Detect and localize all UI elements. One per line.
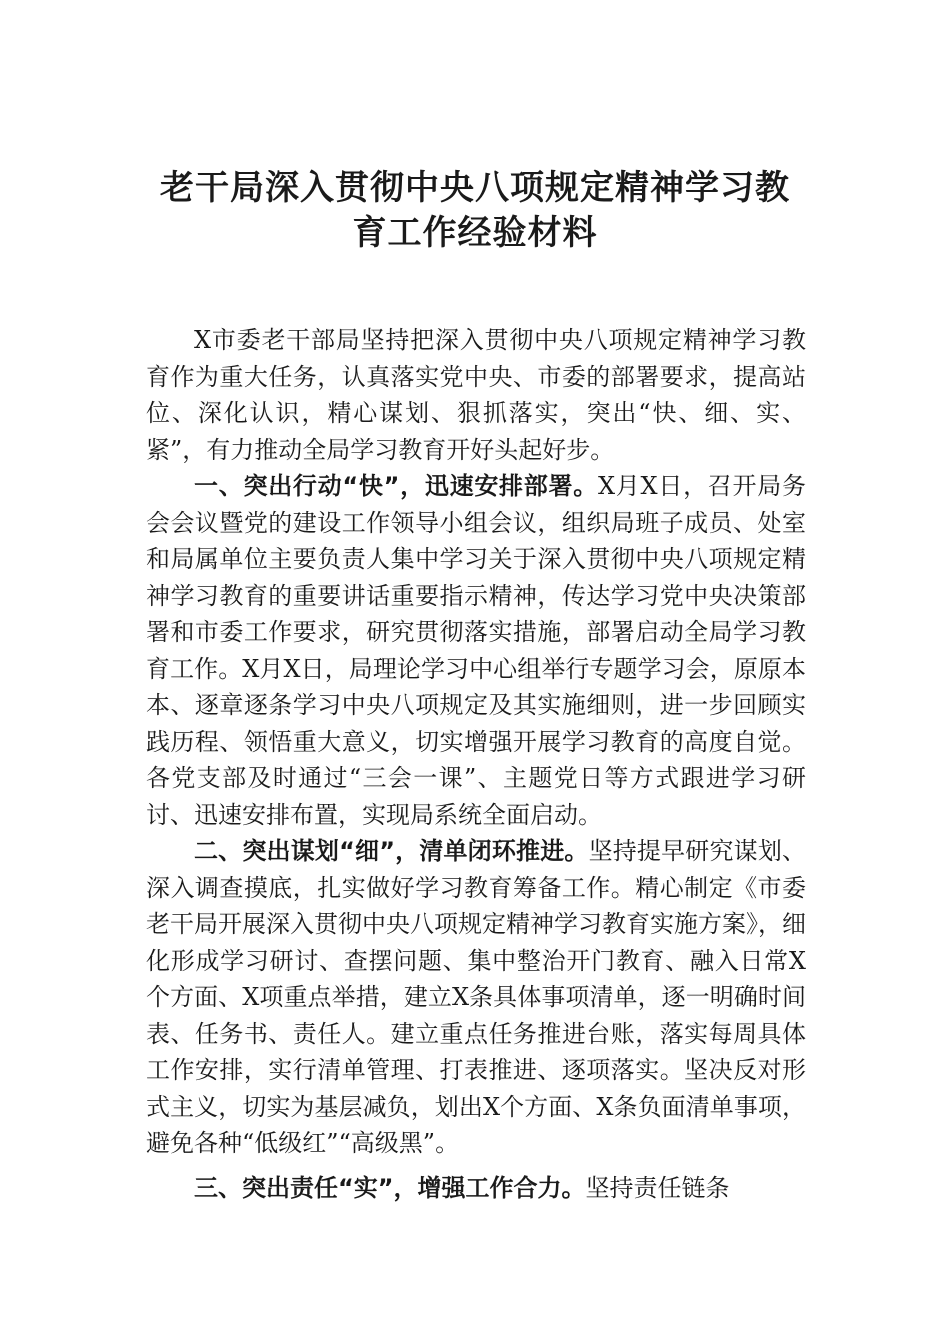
document-body [146, 322, 806, 1206]
section-3-text: 坚持责任链条 [585, 1173, 730, 1202]
section-2-paragraph [146, 833, 806, 1162]
intro-paragraph: X市委老干部局坚持把深入贯彻中央八项规定精神学习教育作为重大任务，认真落实党中央、市委的部署要求，提高站位、深化认识，精心谋划、狠抓落实，突出“快、细、实、紧”，有力推动全局学习教育开好头起好步。 [146, 326, 806, 464]
section-1-heading: 一、突出行动“快”，迅速安排部署。 [194, 472, 598, 500]
document-title-line-1: 老干局深入贯彻中央八项规定精神学习教 [160, 168, 790, 208]
section-1-text: X月X日，召开局务会会议暨党的建设工作领导小组会议，组织局班子成员、处室和局属单位主要负责人集中学习关于深入贯彻中央八项规定精神学习教育的重要讲话重要指示精神，传达学习党中央决策部署和市委工作要求，研究贯彻落实措施，部署启动全局学习教育工作。X月X日，局理论学习中心组举行专题学习会，原原本本、逐章逐条学习中央八项规定及其实施细则，进一步回顾实践历程、领悟重大意义，切实增强开展学习教育的高度自觉。各党支部及时通过“三会一课”、主题党日等方式跟进学习研讨、迅速安排布置，实现局系统全面启动。 [146, 472, 807, 829]
section-2-heading: 二、突出谋划“细”，清单闭环推进。 [194, 837, 589, 865]
section-1-paragraph [146, 468, 806, 833]
document-title-line-2: 育工作经验材料 [352, 213, 598, 253]
section-3-heading: 三、突出责任“实”，增强工作合力。 [194, 1173, 586, 1202]
section-3-paragraph [146, 1170, 806, 1207]
section-2-text: 坚持提早研究谋划、深入调查摸底，扎实做好学习教育筹备工作。精心制定《市委老干局开展深入贯彻中央八项规定精神学习教育实施方案》，细化形成学习研讨、查摆问题、集中整治开门教育、融入日常X个方面、X项重点举措，建立X条具体事项清单，逐一明确时间表、任务书、责任人。建立重点任务推进台账，落实每周具体工作安排，实行清单管理、打表推进、逐项落实。坚决反对形式主义，切实为基层减负，划出X个方面、X条负面清单事项，避免各种“低级红”“高级黑”。 [146, 837, 807, 1157]
